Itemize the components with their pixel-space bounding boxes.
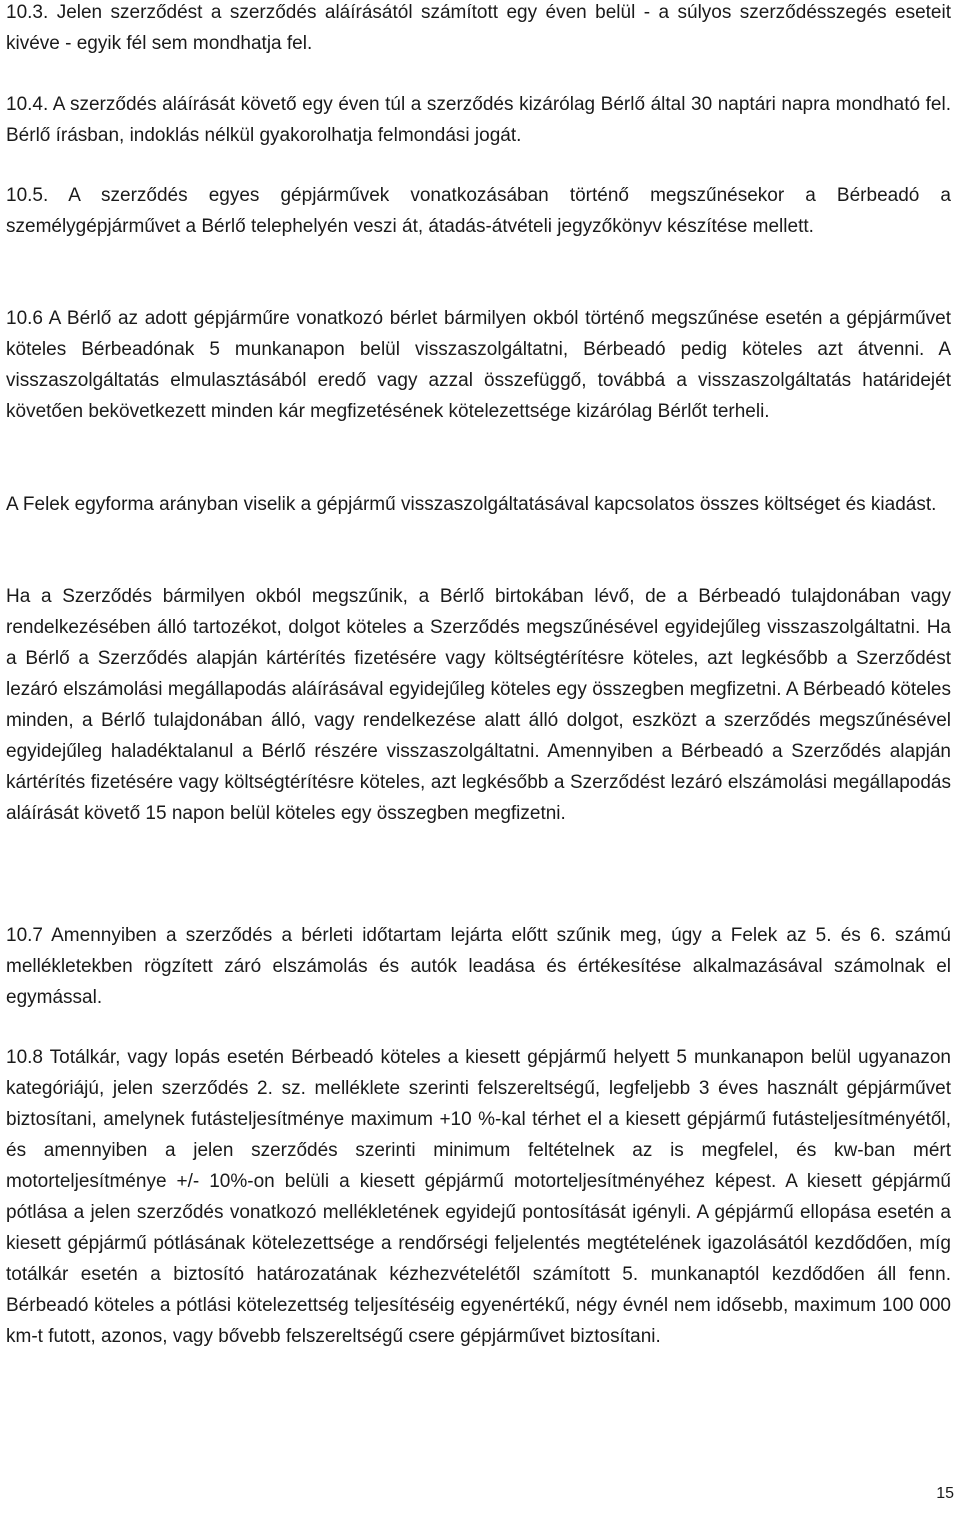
paragraph-10-8: 10.8 Totálkár, vagy lopás esetén Bérbeadó köteles a kiesett gépjármű helyett 5 munkanapon belül ugyanazon kategóriájú, jelen szerződés 2. sz. melléklete szerinti felszereltségű, legfeljebb 3 éves használt gépjárművet biztosítani, amelynek futásteljesítménye maximum +10 %-kal térhet el a kiesett gépjármű futásteljesítményétől, és amennyiben a jelen szerződés szerinti minimum feltételnek az is megfelel, és kw-ban mért motorteljesítménye +/- 10%-on belüli a kiesett gépjármű motorteljesítményéhez képest. A kiesett gépjármű pótlása a jelen szerződés vonatkozó mellékletének egyidejű pontosítását igényli. A gépjármű ellopása esetén a kiesett gépjármű pótlásának kötelezettsége a rendőrségi feljelentés megtételének igazolásától kezdődően, míg totálkár esetén a biztosító határozatának kézhezvételétől számított 5. munkanaptól kezdődően áll fenn. Bérbeadó köteles a pótlási kötelezettség teljesítéséig egyenértékű, négy évnél nem idősebb, maximum 100 000 km-t futott, azonos, vagy bővebb felszereltségű csere gépjárművet biztosítani.: [6, 1047, 951, 1347]
paragraph-10-7: 10.7 Amennyiben a szerződés a bérleti időtartam lejárta előtt szűnik meg, úgy a Felek az 5. és 6. számú mellékletekben rögzített záró elszámolás és autók leadása és értékesítése alkalmazásával számolnak el egymással.: [6, 925, 951, 1008]
paragraph-10-3: 10.3. Jelen szerződést a szerződés aláírásától számított egy éven belül - a súlyos szerződésszegés eseteit kivéve - egyik fél sem mondhatja fel.: [6, 2, 951, 54]
paragraph-10-6: 10.6 A Bérlő az adott gépjárműre vonatkozó bérlet bármilyen okból történő megszűnése esetén a gépjárművet köteles Bérbeadónak 5 munkanapon belül visszaszolgáltatni, Bérbeadó pedig köteles azt átvenni. A visszaszolgáltatás elmulasztásából eredő vagy azzal összefüggő, továbbá a visszaszolgáltatás határidejét követően bekövetkezett minden kár megfizetésének kötelezettsége kizárólag Bérlőt terheli.: [6, 308, 951, 422]
paragraph-10-5: 10.5. A szerződés egyes gépjárművek vonatkozásában történő megszűnésekor a Bérbeadó a személygépjárművet a Bérlő telephelyén veszi át, átadás-átvételi jegyzőkönyv készítése mellett.: [6, 185, 951, 237]
paragraph-felek: A Felek egyforma arányban viselik a gépjármű visszaszolgáltatásával kapcsolatos összes költséget és kiadást.: [6, 494, 937, 515]
paragraph-10-4: 10.4. A szerződés aláírását követő egy éven túl a szerződés kizárólag Bérlő által 30 naptári napra mondható fel. Bérlő írásban, indoklás nélkül gyakorolhatja felmondási jogát.: [6, 94, 951, 146]
page-number: 15: [936, 1485, 954, 1502]
paragraph-ha-a-szerzodes: Ha a Szerződés bármilyen okból megszűnik, a Bérlő birtokában lévő, de a Bérbeadó tulajdonában vagy rendelkezésében álló tartozékot, dolgot köteles a Szerződés megszűnésével egyidejűleg visszaszolgáltatni. Ha a Bérlő a Szerződés alapján kártérítés fizetésére vagy költségtérítésre köteles, azt legkésőbb a Szerződést lezáró elszámolási megállapodás aláírásával egyidejűleg köteles egy összegben megfizetni. A Bérbeadó köteles minden, a Bérlő tulajdonában álló, vagy rendelkezése alatt álló dolgot, eszközt a szerződés megszűnésével egyidejűleg haladéktalanul a Bérlő részére visszaszolgáltatni. Amennyiben a Bérbeadó a Szerződés alapján kártérítés fizetésére vagy költségtérítésre köteles, azt legkésőbb a Szerződést lezáró elszámolási megállapodás aláírását követő 15 napon belül köteles egy összegben megfizetni.: [6, 586, 951, 824]
